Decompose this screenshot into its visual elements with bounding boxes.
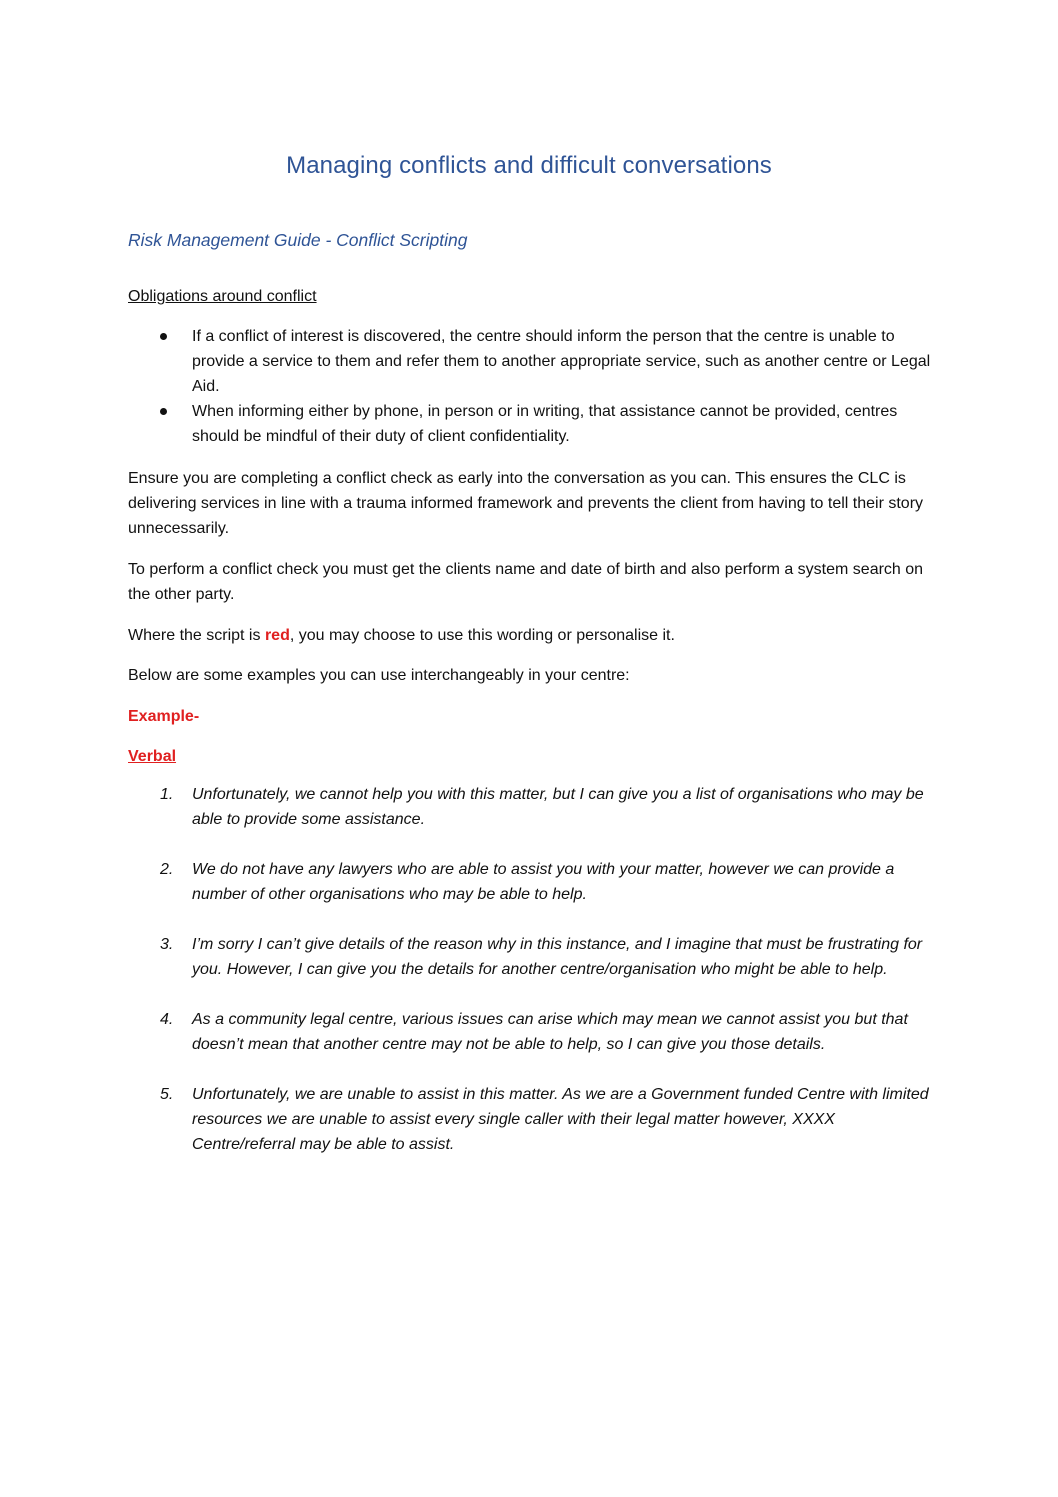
list-item-number: 1.: [160, 786, 174, 803]
list-item-text: As a community legal centre, various issues can arise which may mean we cannot assist you but that doesn’t mean that another centre may not be able to help, so I can give you those details.: [192, 1011, 908, 1053]
bullet-icon: [160, 333, 167, 340]
list-item-number: 5.: [160, 1086, 174, 1103]
verbal-label: Verbal: [128, 748, 177, 765]
list-item-text: When informing either by phone, in person or in writing, that assistance cannot be provided, centres should be mindful of their duty of client confidentiality.: [192, 403, 898, 445]
obligations-list: [128, 324, 938, 449]
list-item-text: If a conflict of interest is discovered, the centre should inform the person that the centre is unable to provide a service to them and refer them to another appropriate service, such as another centre or Legal Aid.: [192, 328, 931, 395]
list-item-text: Unfortunately, we cannot help you with this matter, but I can give you a list of organisations who may be able to provide some assistance.: [192, 786, 924, 828]
bullet-icon: [160, 408, 167, 415]
list-item: [128, 857, 938, 907]
paragraph-script-note: [128, 623, 928, 648]
list-item: [128, 1007, 938, 1057]
verbal-examples-list: [128, 782, 938, 1182]
list-item-text: We do not have any lawyers who are able to assist you with your matter, however we can provide a number of other organisations who may be able to help.: [192, 861, 895, 903]
paragraph-conflict-check-method: To perform a conflict check you must get the clients name and date of birth and also perform a system search on the other party.: [128, 561, 924, 603]
page-title: Managing conflicts and difficult conversations: [286, 152, 772, 179]
list-item-text: Unfortunately, we are unable to assist in this matter. As we are a Government funded Centre with limited resources we are unable to assist every single caller with their legal matter however, XXXX Centre/referral may be able to assist.: [192, 1086, 929, 1153]
paragraph-examples-intro: Below are some examples you can use interchangeably in your centre:: [128, 667, 630, 684]
list-item-text: I’m sorry I can’t give details of the reason why in this instance, and I imagine that must be frustrating for you. However, I can give you the details for another centre/organisation who might be able to help.: [192, 936, 923, 978]
obligations-heading: Obligations around conflict: [128, 288, 317, 305]
list-item-number: 3.: [160, 936, 174, 953]
list-item: [128, 782, 938, 832]
list-item: [128, 399, 938, 449]
script-note-before: Where the script is: [128, 627, 265, 644]
list-item: [128, 324, 938, 399]
list-item: [128, 1082, 938, 1157]
paragraph-conflict-check-timing: Ensure you are completing a conflict check as early into the conversation as you can. This ensures the CLC is delivering services in line with a trauma informed framework and prevents the client from having to tell their story unnecessarily.: [128, 470, 924, 537]
list-item-number: 2.: [160, 861, 174, 878]
page-subtitle: Risk Management Guide - Conflict Scripting: [128, 230, 468, 250]
list-item: [128, 932, 938, 982]
script-note-after: , you may choose to use this wording or personalise it.: [289, 627, 675, 644]
list-item-number: 4.: [160, 1011, 174, 1028]
script-note-highlight: red: [264, 627, 290, 644]
example-label: Example-: [128, 708, 200, 725]
